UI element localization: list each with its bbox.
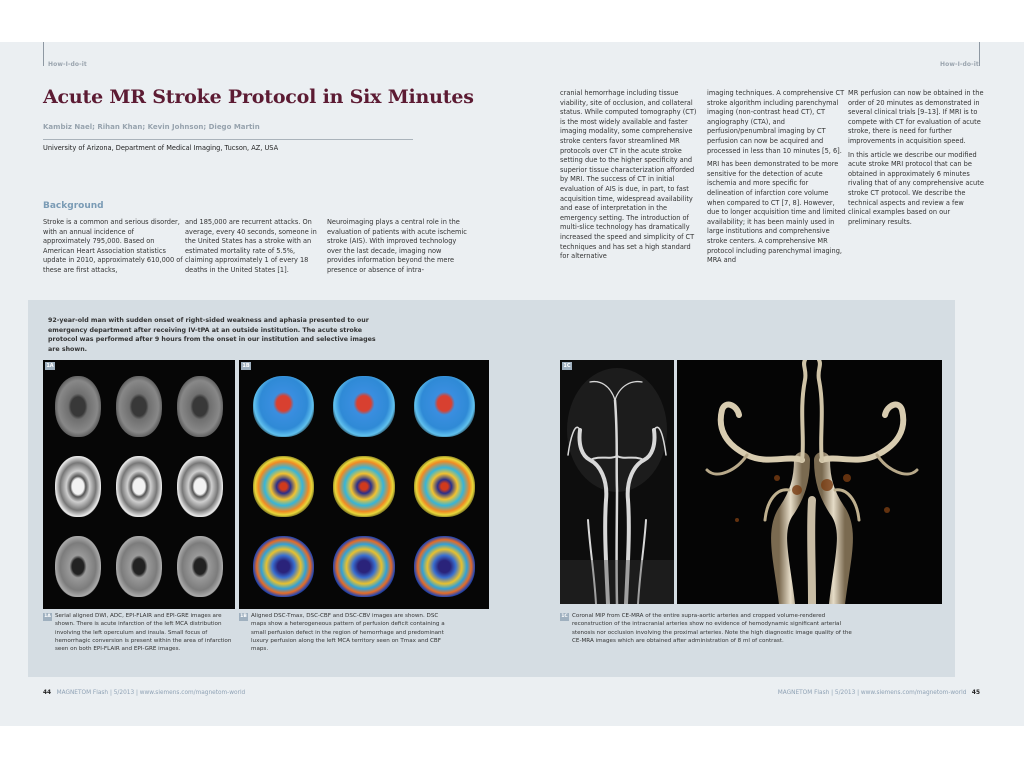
magazine-spread	[0, 42, 1024, 726]
caption-badge: 1B	[240, 614, 247, 619]
article-title: Acute MR Stroke Protocol in Six Minutes	[43, 86, 474, 108]
image-panel-1b	[239, 360, 489, 609]
footer-citation-right: MAGNETOM Flash | 5/2013 | www.siemens.com/magnetom-world	[777, 690, 967, 696]
brain-scan-dwi	[116, 376, 162, 437]
paragraph: MRI has been demonstrated to be more sensitive for the detection of acute ischemia and more specific for delineation of infarction core volume when compared to CT [7, 8]. However, due to longer acquisition time and limited availability; it has been mainly used in large institutions and comprehensive stroke centers. A comprehensive MR protocol including parenchymal imaging, MRA and	[707, 160, 846, 265]
section-tag-right: How-I-do-it	[940, 61, 979, 68]
perfusion-map-cbf	[333, 456, 394, 517]
perfusion-map-tmax	[253, 376, 314, 437]
caption-text: Coronal MIP from CE-MRA of the entire supra-aortic arteries and cropped volume-rendered reconstruction of the intracranial arteries show no evidence of hemodynamic significant arterial stenosis nor occlusion involving the proximal arteries. Note the high diagnostic image quality of the CE-MRA images which are obtained after administration of 8 ml of contrast.	[572, 613, 852, 644]
angiogram-mip-image	[560, 360, 674, 604]
right-page-marker	[979, 42, 980, 66]
footer-right	[778, 690, 980, 696]
text-column-5	[707, 89, 847, 270]
panel-badge: 1B	[242, 363, 250, 369]
left-page-marker	[43, 42, 44, 66]
paragraph: imaging techniques. A comprehensive CT stroke algorithm including parenchymal imaging (non-contrast head CT), CT angiography (CTA), and perfusion/penumbral imaging by CT perfusion can now be acquired and processed in less than 10 minutes [5, 6].	[707, 89, 845, 155]
panel-badge: 1A	[46, 363, 54, 369]
page-number-left: 44	[43, 690, 52, 696]
scan-grid	[245, 368, 483, 605]
section-heading-background: Background	[43, 201, 104, 211]
text-column-4	[560, 89, 700, 266]
brain-scan-adc	[55, 456, 101, 517]
paragraph: and 185,000 are recurrent attacks. On average, every 40 seconds, someone in the United States has a stroke with an estimated mortality rate of 5.5%, claiming approximately 1 of every 18 deaths in the United States [1].	[185, 218, 317, 274]
text-column-6	[848, 89, 988, 231]
perfusion-map-cbv	[253, 536, 314, 597]
perfusion-map-cbv	[333, 536, 394, 597]
brain-scan-adc	[177, 456, 223, 517]
perfusion-map-tmax	[333, 376, 394, 437]
paragraph: cranial hemorrhage including tissue viability, site of occlusion, and collateral status. While computed tomography (CT) is the most widely available and faster imaging modality, some comprehensive stroke centers favor streamlined MR protocols over CT in the acute stroke setting due to the higher specificity and superior tissue characterization afforded by MRI. The success of CT in initial evaluation of AIS is due, in part, to fast acquisition time, widespread availability and ease of interpretation in the emergency setting. The introduction of multi-slice technology has dramatically increased the speed and simplicity of CT techniques and has set a high standard for alternative	[560, 89, 697, 261]
perfusion-map-cbf	[253, 456, 314, 517]
figure-caption-1c	[560, 612, 860, 645]
text-column-3	[327, 218, 467, 280]
brain-scan-dwi	[177, 376, 223, 437]
paragraph: Neuroimaging plays a central role in the evaluation of patients with acute ischemic stroke (AIS). With improved technology over the last decade, imaging now provides information beyond the mere presence or absence of intra-	[327, 218, 467, 274]
section-tag-left: How-I-do-it	[48, 61, 87, 68]
caption-text: Serial aligned DWI, ADC, EPI-FLAIR and EPI-GRE images are shown. There is acute infarction of the left MCA distribution involving the left operculum and insula. Small focus of hemorrhagic conversion is present within the area of infarction seen on both EPI-FLAIR and EPI-GRE images.	[55, 613, 232, 653]
panel-badge: 1C	[563, 363, 571, 369]
volume-rendered-arteries-image	[677, 360, 942, 604]
caption-badge: 1A	[44, 614, 51, 619]
caption-text: Aligned DSC-Tmax, DSC-CBF and DSC-CBV images are shown. DSC maps show a heterogeneous pattern of perfusion deficit containing a small perfusion defect in the region of hemorrhage and predominant luxury perfusion along the left MCA territory seen on Tmax and CBF maps.	[251, 613, 445, 653]
brain-scan-flair	[177, 536, 223, 597]
text-column-2	[185, 218, 325, 280]
image-panel-1a	[43, 360, 235, 609]
footer-citation-left: MAGNETOM Flash | 5/2013 | www.siemens.com/magnetom-world	[56, 690, 246, 696]
perfusion-map-tmax	[414, 376, 475, 437]
figure-caption-1a	[43, 612, 238, 653]
page-number-right: 45	[971, 690, 980, 696]
brain-scan-adc	[116, 456, 162, 517]
paragraph: Stroke is a common and serious disorder, with an annual incidence of approximately 795,000. Based on American Heart Association statistics update in 2010, approximately 610,000 of these are first attacks,	[43, 218, 183, 274]
paragraph: MR perfusion can now be obtained in the order of 20 minutes as demonstrated in several clinical trials [9–13]. If MRI is to compete with CT for evaluation of acute stroke, there is need for further improvements in acquisition speed.	[848, 89, 984, 145]
figure-caption-1b	[239, 612, 454, 653]
title-divider	[43, 139, 413, 140]
article-affiliation: University of Arizona, Department of Medical Imaging, Tucson, AZ, USA	[43, 144, 279, 152]
footer-left	[43, 690, 245, 696]
image-panel-1c-vr	[677, 360, 942, 604]
perfusion-map-cbf	[414, 456, 475, 517]
text-column-1	[43, 218, 183, 280]
brain-scan-dwi	[55, 376, 101, 437]
figure-intro-text: 92-year-old man with sudden onset of right-sided weakness and aphasia presented to our emergency department after receiving IV-tPA at an outside institution. The acute stroke protocol was performed after 9 hours from the onset in our institution and selective images are shown.	[48, 317, 376, 353]
perfusion-map-cbv	[414, 536, 475, 597]
caption-badge: 1C	[561, 614, 568, 619]
figure-panel	[28, 300, 955, 677]
scan-grid	[49, 368, 229, 605]
article-authors: Kambiz Nael; Rihan Khan; Kevin Johnson; Diego Martin	[43, 123, 260, 131]
paragraph: In this article we describe our modified acute stroke MRI protocol that can be obtained in approximately 6 minutes rivaling that of any comprehensive acute stroke CT protocol. We describe the technical aspects and review a few clinical examples based on our preliminary results.	[848, 150, 984, 226]
brain-scan-flair	[116, 536, 162, 597]
brain-scan-flair	[55, 536, 101, 597]
image-panel-1c-mip	[560, 360, 674, 604]
